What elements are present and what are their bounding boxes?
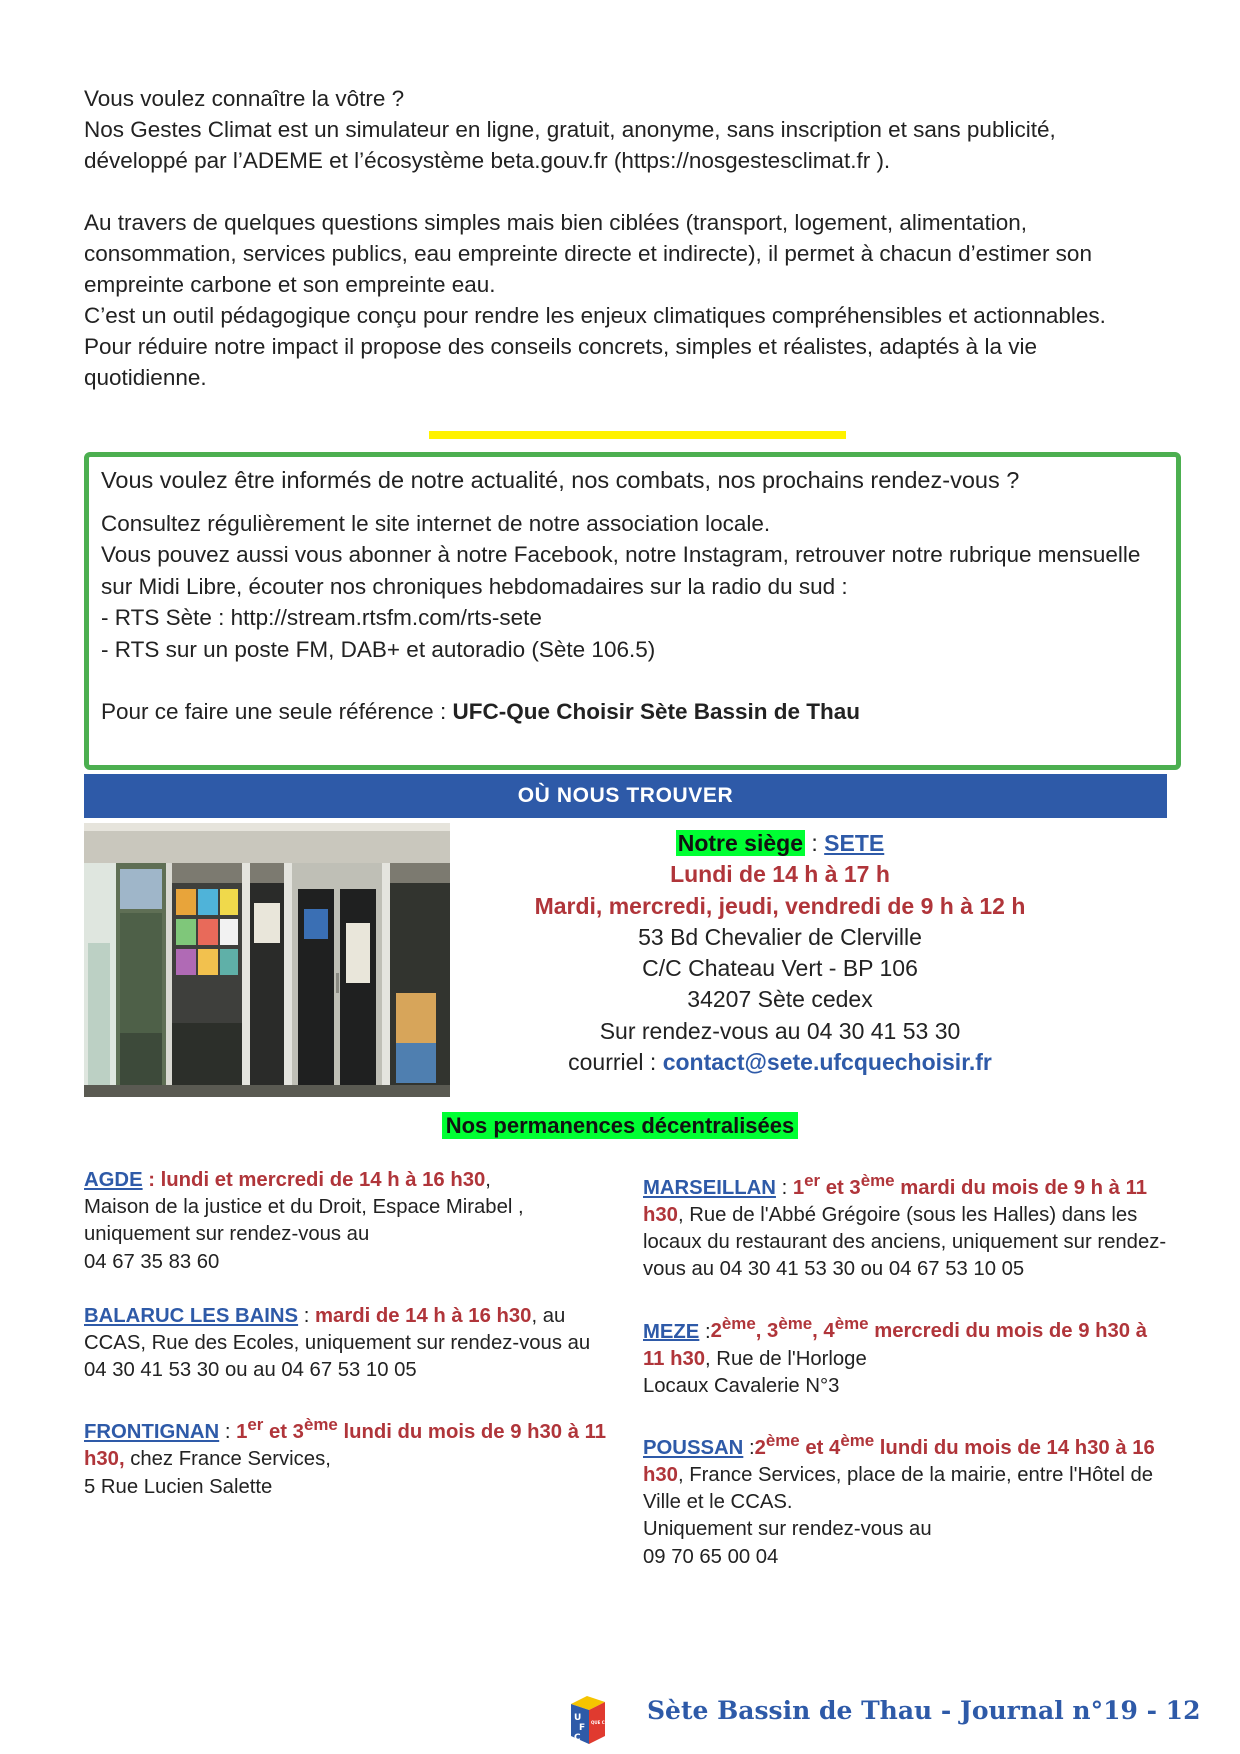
frontignan-days: lundi du mois de 9 h30 à 11 h30, — [84, 1421, 607, 1471]
intro-text — [84, 83, 1154, 393]
meze-days: mercredi du mois de 9 h30 à 11 h30 — [643, 1320, 1147, 1370]
agde-line-2: uniquement sur rendez-vous au — [84, 1223, 370, 1246]
head-office-appointment: Sur rendez-vous au 04 30 41 53 30 — [599, 1017, 961, 1044]
city-link-meze[interactable]: MEZE — [643, 1320, 700, 1343]
head-office-city-link[interactable]: SETE — [824, 830, 885, 856]
page-footer — [565, 1690, 1201, 1752]
section-banner — [84, 774, 1167, 818]
poussan-days: lundi du mois de 14 h30 à 16 h30 — [643, 1436, 1155, 1486]
head-office-hours-2: Mardi, mercredi, jeudi, vendredi de 9 h à 12 h — [534, 892, 1026, 919]
info-line-4: - RTS sur un poste FM, DAB+ et autoradio (Sète 106.5) — [101, 636, 656, 662]
frontignan-sup1: er — [247, 1415, 264, 1435]
permanences-title — [0, 1113, 1240, 1139]
frontignan-details: chez France Services, — [124, 1448, 331, 1471]
logo-letter-f: F — [579, 1723, 586, 1733]
poussan-n1: 2 — [754, 1436, 766, 1459]
poussan-sep: : — [743, 1436, 755, 1459]
agde-line-1: Maison de la justice et du Droit, Espace Mirabel , — [84, 1196, 524, 1219]
permanence-frontignan — [84, 1411, 614, 1500]
info-line-1: Consultez régulièrement le site internet de notre association locale. — [101, 510, 771, 536]
balaruc-sep: : — [298, 1304, 315, 1327]
head-office-address-2: C/C Chateau Vert - BP 106 — [642, 955, 918, 982]
marseillan-days: mardi du mois de 9 h à 11 h30 — [643, 1176, 1148, 1226]
permanence-marseillan — [643, 1167, 1168, 1284]
meze-sup1: ème — [721, 1314, 756, 1334]
poussan-appointment: Uniquement sur rendez-vous au — [643, 1518, 932, 1541]
info-question: Vous voulez être informés de notre actualité, nos combats, nos prochains rendez-vous ? — [101, 467, 1020, 493]
agde-phone: 04 67 35 83 60 — [84, 1250, 220, 1273]
frontignan-n1: 1 — [236, 1421, 248, 1444]
yellow-divider — [429, 431, 846, 439]
info-line-3: - RTS Sète : http://stream.rtsfm.com/rts-sete — [101, 605, 542, 630]
info-reference-prefix: Pour ce faire une seule référence : — [101, 699, 447, 724]
meze-sup3: ème — [834, 1314, 869, 1334]
intro-paragraph-2: Au travers de quelques questions simples mais bien ciblées (transport, logement, alimentation, consommation, services publics, eau empreinte directe et indirecte), il permet à chacun d’estimer son empreinte carbone et son empreinte eau. — [84, 210, 1092, 297]
head-office-address-3: 34207 Sète cedex — [687, 986, 873, 1013]
head-office-info — [500, 828, 1060, 1078]
head-office-title-line — [500, 828, 1060, 859]
footer-journal-title: Sète Bassin de Thau - Journal n°19 - 12 — [647, 1696, 1201, 1725]
permanence-agde — [84, 1167, 614, 1276]
section-banner-title: OÙ NOUS TROUVER — [517, 784, 734, 807]
city-link-balaruc[interactable]: BALARUC LES BAINS — [84, 1304, 299, 1327]
city-link-agde[interactable]: AGDE — [84, 1169, 143, 1191]
head-office-address-1: 53 Bd Chevalier de Clerville — [638, 923, 922, 950]
meze-n1: 2 — [710, 1320, 722, 1343]
meze-address: Locaux Cavalerie N°3 — [643, 1374, 840, 1397]
info-reference-name: UFC-Que Choisir Sète Bassin de Thau — [452, 699, 861, 724]
poussan-and: et 4 — [799, 1436, 841, 1459]
agde-sep: : — [142, 1169, 161, 1191]
balaruc-phone: 04 30 41 53 30 ou au 04 67 53 10 05 — [84, 1359, 417, 1382]
marseillan-sup2: ème — [860, 1171, 895, 1190]
head-office-sep: : — [805, 830, 825, 856]
marseillan-sep: : — [775, 1176, 793, 1199]
meze-sup2: ème — [778, 1314, 813, 1334]
agde-comma: , — [485, 1169, 491, 1191]
frontignan-address: 5 Rue Lucien Salette — [84, 1475, 273, 1498]
poussan-details: , France Services, place de la mairie, entre l'Hôtel de Ville et le CCAS. — [643, 1463, 1154, 1514]
city-link-poussan[interactable]: POUSSAN — [643, 1436, 744, 1459]
intro-paragraph-1: Nos Gestes Climat est un simulateur en ligne, gratuit, anonyme, sans inscription et sans publicité, développé par l’ADEME et l’écosystème beta.gouv.fr (https://nosgestesclimat.fr ). — [84, 117, 1056, 173]
permanence-poussan — [643, 1427, 1168, 1571]
frontignan-and: et 3 — [263, 1421, 304, 1444]
logo-letter-u: U — [574, 1713, 582, 1723]
marseillan-n1: 1 — [792, 1176, 805, 1199]
permanence-balaruc — [84, 1303, 614, 1385]
frontignan-sup2: ème — [303, 1415, 338, 1435]
marseillan-sup1: er — [804, 1171, 821, 1190]
city-link-frontignan[interactable]: FRONTIGNAN — [84, 1421, 220, 1444]
balaruc-schedule: mardi de 14 h à 16 h30 — [315, 1304, 532, 1327]
head-office-mail-line — [500, 1047, 1060, 1078]
frontignan-sep: : — [219, 1421, 237, 1444]
permanences-left-column — [84, 1167, 614, 1528]
intro-paragraph-3: C’est un outil pédagogique conçu pour rendre les enjeux climatiques compréhensibles et actionnables. Pour réduire notre impact il propose des conseils concrets, simples et réalistes, adaptés à la vie quotidienne. — [84, 303, 1106, 390]
head-office-mail-label: courriel : — [568, 1049, 663, 1076]
poussan-phone: 09 70 65 00 04 — [643, 1545, 779, 1568]
agde-schedule: lundi et mercredi de 14 h à 16 h30 — [160, 1169, 486, 1191]
marseillan-details: , Rue de l'Abbé Grégoire (sous les Halles) dans les locaux du restaurant des anciens, uniquement sur rendez-vous au 04 30 41 53 30 ou 04 67 53 10 05 — [643, 1203, 1167, 1281]
poussan-sup2: ème — [840, 1430, 875, 1450]
intro-question: Vous voulez connaître la vôtre ? — [84, 86, 405, 111]
logo-letter-c: C — [574, 1733, 581, 1743]
head-office-label: Notre siège — [677, 830, 803, 856]
permanences-right-column — [643, 1167, 1168, 1598]
head-office-hours-1: Lundi de 14 h à 17 h — [670, 861, 890, 888]
ufc-logo-icon — [565, 1694, 621, 1746]
office-photo — [84, 823, 450, 1097]
info-box — [84, 452, 1181, 770]
info-reference — [101, 696, 1176, 728]
marseillan-and: et 3 — [820, 1176, 861, 1199]
balaruc-details: , au CCAS, Rue des Ecoles, uniquement sur rendez-vous au — [84, 1304, 591, 1355]
info-line-2: Vous pouvez aussi vous abonner à notre Facebook, notre Instagram, retrouver notre rubrique mensuelle sur Midi Libre, écouter nos chroniques hebdomadaires sur la radio du sud : — [101, 542, 1141, 599]
meze-details: , Rue de l'Horloge — [705, 1347, 867, 1370]
poussan-sup1: ème — [765, 1430, 800, 1450]
permanences-title-label: Nos permanences décentralisées — [442, 1112, 799, 1139]
logo-letter-que: QUE CHOISIR — [591, 1720, 621, 1725]
head-office-email-link[interactable]: contact@sete.ufcquechoisir.fr — [662, 1049, 992, 1076]
meze-c1: , 3 — [755, 1320, 779, 1343]
meze-c2: , 4 — [812, 1320, 835, 1343]
storefront-illustration — [84, 823, 450, 1097]
meze-sep: : — [699, 1320, 711, 1343]
permanence-meze — [643, 1311, 1168, 1400]
city-link-marseillan[interactable]: MARSEILLAN — [643, 1176, 776, 1199]
